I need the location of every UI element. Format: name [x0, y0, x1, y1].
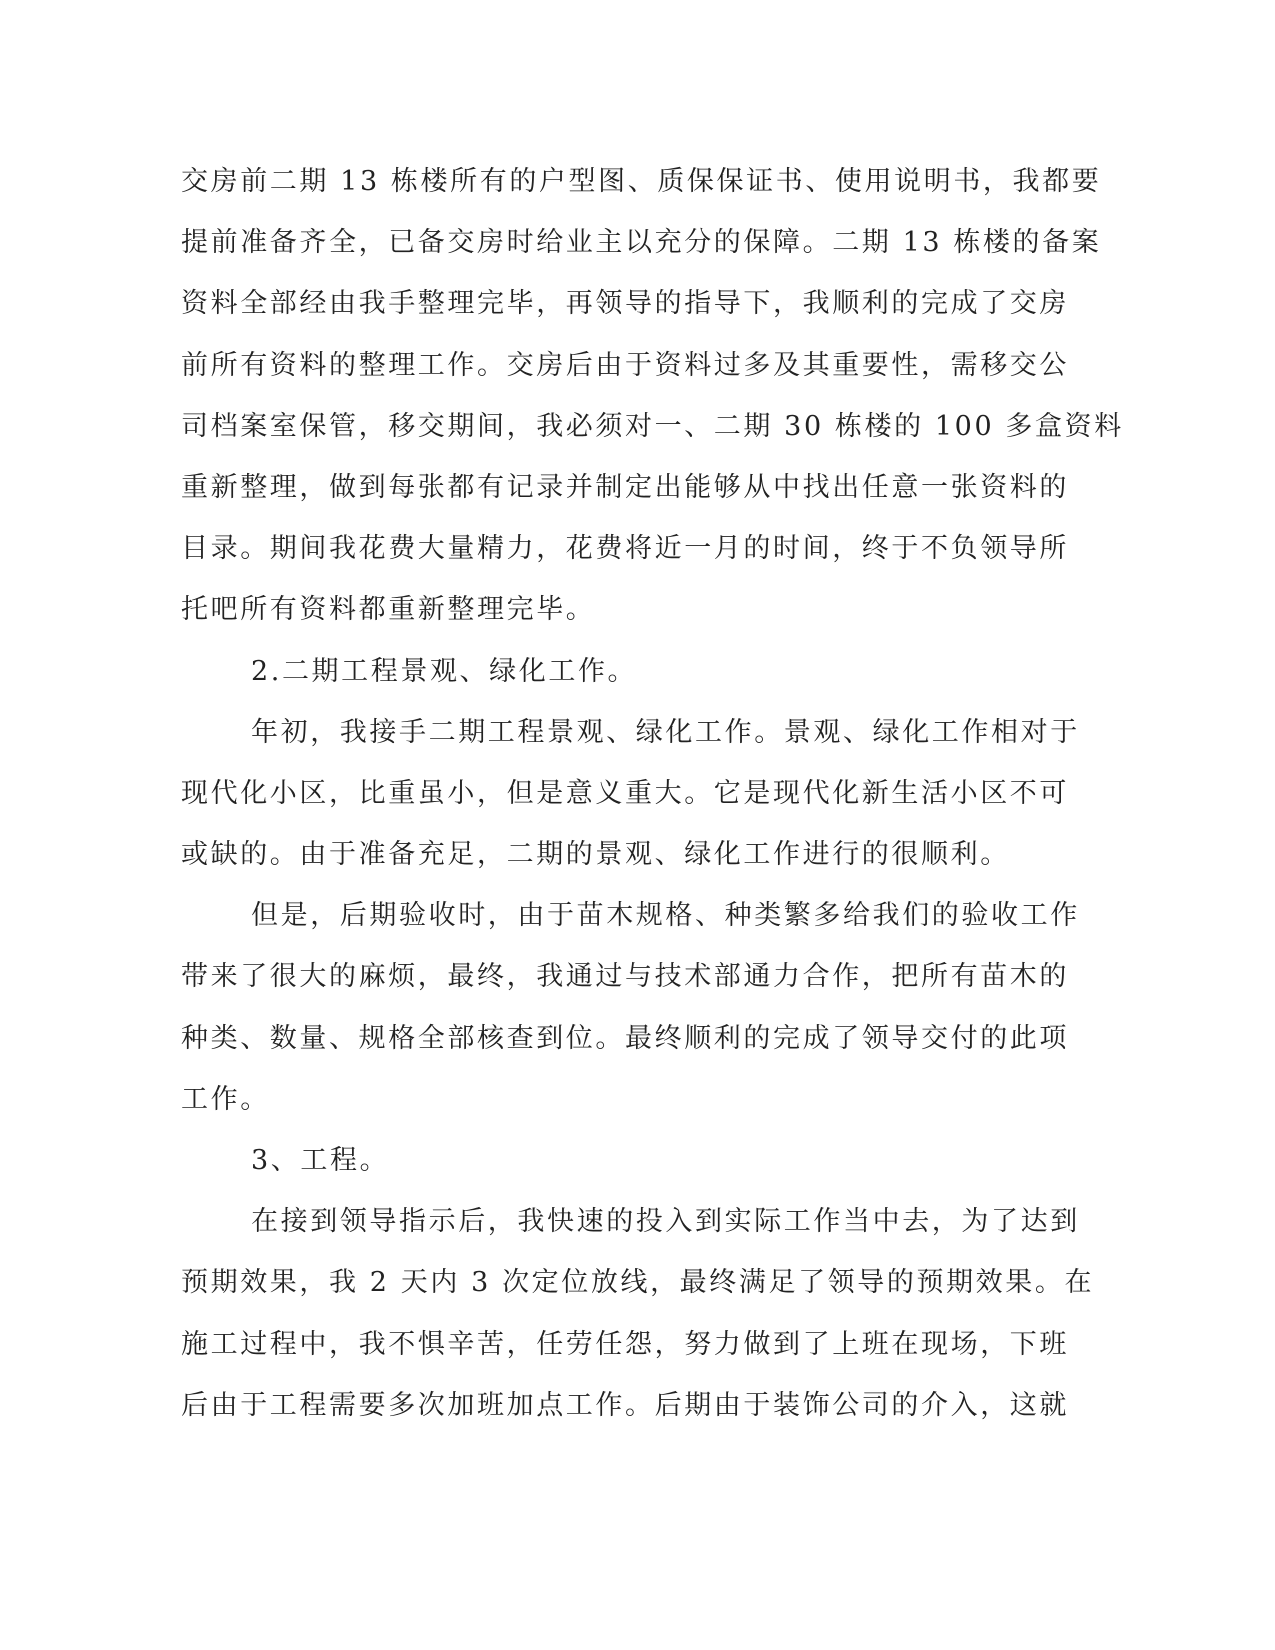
text-line: 后由于工程需要多次加班加点工作。后期由于装饰公司的介入，这就	[181, 1389, 1069, 1421]
text-line: 工作。	[181, 1083, 270, 1115]
text-line: 司档案室保管，移交期间，我必须对一、二期 30 栋楼的 100 多盒资料	[181, 410, 1124, 442]
text-line: 种类、数量、规格全部核查到位。最终顺利的完成了领导交付的此项	[181, 1022, 1069, 1054]
text-line: 资料全部经由我手整理完毕，再领导的指导下，我顺利的完成了交房	[181, 288, 1069, 320]
text-line: 提前准备齐全，已备交房时给业主以充分的保障。二期 13 栋楼的备案	[181, 227, 1102, 259]
text-line: 在接到领导指示后，我快速的投入到实际工作当中去，为了达到	[251, 1206, 1080, 1238]
text-line: 或缺的。由于准备充足，二期的景观、绿化工作进行的很顺利。	[181, 839, 1010, 871]
text-line: 但是，后期验收时，由于苗木规格、种类繁多给我们的验收工作	[251, 900, 1080, 932]
text-line: 带来了很大的麻烦，最终，我通过与技术部通力合作，把所有苗木的	[181, 961, 1069, 993]
text-line: 重新整理，做到每张都有记录并制定出能够从中找出任意一张资料的	[181, 471, 1069, 503]
text-line: 前所有资料的整理工作。交房后由于资料过多及其重要性，需移交公	[181, 349, 1069, 381]
text-line: 现代化小区，比重虽小，但是意义重大。它是现代化新生活小区不可	[181, 777, 1069, 809]
text-line: 施工过程中，我不惧辛苦，任劳任怨，努力做到了上班在现场，下班	[181, 1328, 1069, 1360]
text-line: 预期效果，我 2 天内 3 次定位放线，最终满足了领导的预期效果。在	[181, 1267, 1095, 1299]
text-line: 年初，我接手二期工程景观、绿化工作。景观、绿化工作相对于	[251, 716, 1080, 748]
text-line: 目录。期间我花费大量精力，花费将近一月的时间，终于不负领导所	[181, 533, 1069, 565]
section-heading: 3、工程。	[251, 1145, 390, 1176]
text-line: 托吧所有资料都重新整理完毕。	[181, 594, 596, 626]
section-heading: 2.二期工程景观、绿化工作。	[251, 655, 638, 687]
document-body	[181, 151, 1124, 1436]
text-line: 交房前二期 13 栋楼所有的户型图、质保保证书、使用说明书，我都要	[181, 166, 1102, 197]
